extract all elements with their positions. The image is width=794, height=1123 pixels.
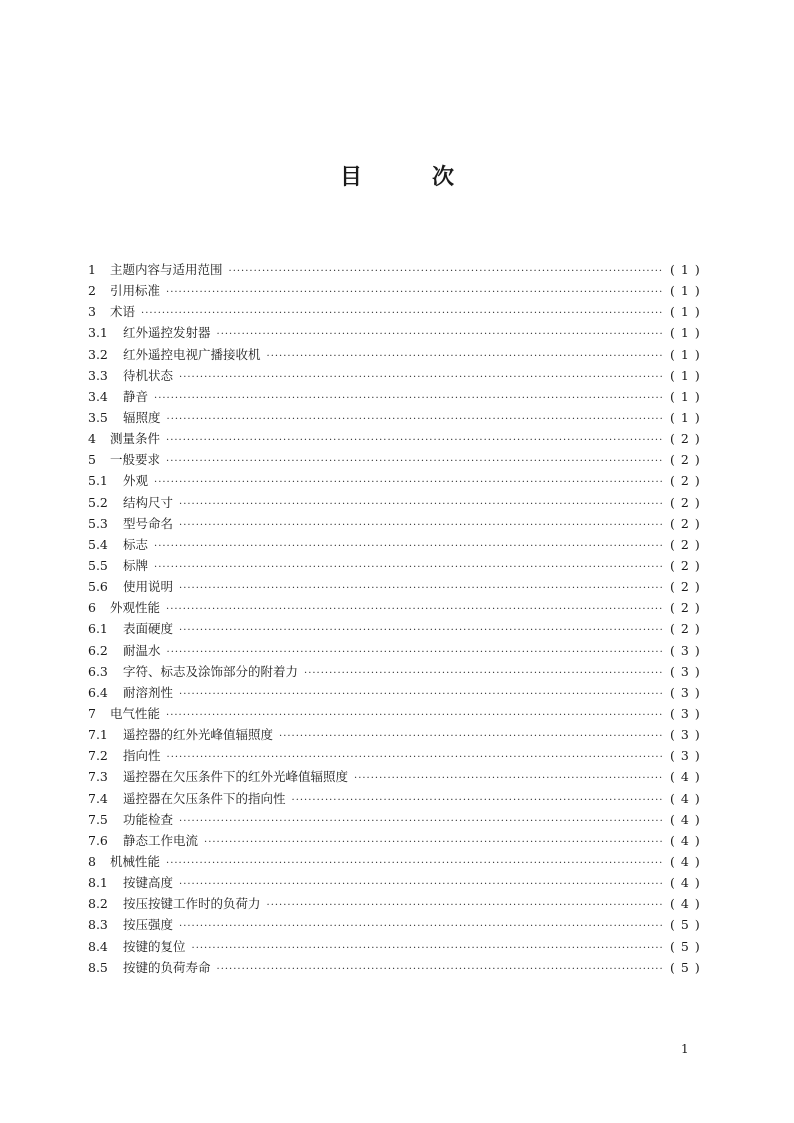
toc-entry-number: 7.6: [88, 832, 108, 848]
toc-leader-dots: [229, 266, 664, 277]
toc-entry-page: (3): [670, 684, 706, 700]
toc-entry[interactable]: [88, 619, 708, 640]
toc-entry-number: 3.5: [88, 409, 108, 425]
toc-entry-label: 型号命名: [123, 515, 174, 531]
toc-leader-dots: [166, 287, 664, 298]
toc-leader-dots: [217, 329, 664, 340]
toc-entry-page: (2): [670, 579, 706, 595]
toc-entry-label: 电气性能: [110, 705, 161, 721]
toc-leader-dots: [179, 625, 664, 636]
toc-entry-page: (5): [670, 938, 706, 954]
toc-entry-page: (4): [670, 832, 706, 848]
toc-leader-dots: [217, 964, 664, 975]
toc-leader-dots: [192, 943, 664, 954]
toc-entry-page: (2): [670, 494, 706, 510]
toc-entry-page: (3): [670, 727, 706, 743]
toc-entry-label: 红外遥控发射器: [123, 325, 211, 341]
toc-entry-label: 遥控器的红外光峰值辐照度: [123, 727, 274, 743]
toc-entry[interactable]: [88, 577, 708, 598]
toc-leader-dots: [167, 752, 664, 763]
toc-entry-label: 主题内容与适用范围: [110, 262, 223, 277]
toc-entry[interactable]: [88, 408, 708, 429]
toc-entry[interactable]: [88, 873, 708, 894]
toc-entry-label: 静音: [123, 388, 149, 404]
toc-leader-dots: [292, 795, 664, 806]
toc-leader-dots: [179, 816, 664, 827]
toc-entry-number: 6.4: [88, 684, 108, 700]
toc-entry-label: 测量条件: [110, 431, 161, 447]
toc-entry[interactable]: [88, 852, 708, 873]
toc-entry-page: (4): [670, 875, 706, 891]
toc-entry[interactable]: [88, 704, 708, 725]
toc-entry-number: 3.1: [88, 325, 108, 341]
toc-entry[interactable]: [88, 535, 708, 556]
toc-leader-dots: [167, 647, 664, 658]
toc-leader-dots: [304, 668, 664, 679]
toc-entry-page: (4): [670, 896, 706, 912]
toc-entry-label: 待机状态: [123, 367, 174, 383]
toc-entry-label: 耐溶剂性: [123, 684, 174, 700]
toc-entry-label: 按键的负荷寿命: [123, 959, 211, 975]
toc-entry-page: (2): [670, 621, 706, 637]
toc-entry-label: 指向性: [123, 748, 161, 764]
toc-entry-page: (2): [670, 600, 706, 616]
toc-leader-dots: [279, 731, 664, 742]
toc-entry-page: (2): [670, 557, 706, 573]
toc-entry[interactable]: [88, 345, 708, 366]
page-title: 目次: [339, 165, 524, 190]
toc-leader-dots: [179, 499, 664, 510]
toc-entry-number: 5.1: [88, 473, 108, 489]
toc-entry-label: 表面硬度: [123, 621, 174, 637]
toc-entry-number: 8.2: [88, 896, 108, 912]
toc-entry-label: 引用标准: [110, 283, 161, 299]
toc-entry-page: (1): [670, 325, 706, 341]
toc-entry-number: 5.6: [88, 579, 108, 595]
toc-entry[interactable]: [88, 767, 708, 788]
toc-entry-page: (4): [670, 811, 706, 827]
toc-entry-number: 8.4: [88, 938, 108, 954]
toc-entry-number: 8: [88, 853, 96, 869]
toc-entry-number: 1: [88, 262, 96, 277]
toc-entry-page: (5): [670, 917, 706, 933]
toc-entry-number: 3.3: [88, 367, 108, 383]
toc-leader-dots: [267, 351, 664, 362]
toc-entry[interactable]: [88, 514, 708, 535]
toc-entry-label: 按压按键工作时的负荷力: [123, 896, 261, 912]
toc-entry-page: (2): [670, 473, 706, 489]
toc-entry-number: 8.5: [88, 959, 108, 975]
toc-leader-dots: [154, 562, 664, 573]
toc-entry[interactable]: [88, 683, 708, 704]
toc-entry[interactable]: [88, 556, 708, 577]
toc-entry[interactable]: [88, 323, 708, 344]
toc-entry-label: 按压强度: [123, 917, 174, 933]
toc-entry[interactable]: [88, 937, 708, 958]
toc-entry-page: (1): [670, 304, 706, 320]
toc-leader-dots: [154, 541, 664, 552]
toc-entry-number: 7.3: [88, 769, 108, 785]
toc-entry-number: 6.3: [88, 663, 108, 679]
toc-entry[interactable]: [88, 894, 708, 915]
toc-entry-page: (1): [670, 262, 706, 277]
toc-entry-label: 术语: [110, 304, 136, 320]
toc-entry-number: 5.3: [88, 515, 108, 531]
toc-entry-label: 外观性能: [110, 600, 161, 616]
toc-leader-dots: [166, 710, 664, 721]
toc-entry-number: 3: [88, 304, 96, 320]
toc-leader-dots: [179, 689, 664, 700]
toc-entry[interactable]: [88, 598, 708, 619]
toc-entry-page: (4): [670, 790, 706, 806]
toc-entry-number: 6.1: [88, 621, 108, 637]
toc-entry-number: 2: [88, 283, 96, 299]
toc-leader-dots: [166, 858, 664, 869]
toc-entry-page: (2): [670, 536, 706, 552]
toc-leader-dots: [179, 921, 664, 932]
toc-entry-page: (3): [670, 705, 706, 721]
toc-entry[interactable]: [88, 281, 708, 302]
toc-entry-label: 耐温水: [123, 642, 161, 658]
toc-entry-label: 红外遥控电视广播接收机: [123, 346, 261, 362]
toc-entry-page: (4): [670, 769, 706, 785]
toc-entry[interactable]: [88, 958, 708, 979]
toc-leader-dots: [154, 393, 664, 404]
toc-entry-label: 机械性能: [110, 853, 161, 869]
toc-entry[interactable]: [88, 260, 708, 281]
table-of-contents: [88, 260, 708, 979]
toc-entry[interactable]: [88, 493, 708, 514]
toc-entry[interactable]: [88, 302, 708, 323]
toc-entry-page: (3): [670, 748, 706, 764]
toc-entry-number: 7.5: [88, 811, 108, 827]
toc-entry-page: (1): [670, 409, 706, 425]
toc-entry-number: 7: [88, 705, 96, 721]
toc-entry-label: 标志: [123, 536, 149, 552]
toc-entry[interactable]: [88, 789, 708, 810]
toc-leader-dots: [354, 773, 664, 784]
toc-leader-dots: [179, 583, 664, 594]
toc-entry[interactable]: [88, 662, 708, 683]
toc-entry[interactable]: [88, 915, 708, 936]
toc-entry-number: 6.2: [88, 642, 108, 658]
toc-entry-number: 7.2: [88, 748, 108, 764]
toc-entry-label: 遥控器在欠压条件下的红外光峰值辐照度: [123, 769, 349, 785]
toc-entry-number: 7.1: [88, 727, 108, 743]
toc-entry-page: (2): [670, 452, 706, 468]
toc-entry-page: (5): [670, 959, 706, 975]
toc-leader-dots: [154, 477, 664, 488]
toc-leader-dots: [267, 900, 664, 911]
toc-entry-number: 5: [88, 452, 96, 468]
toc-leader-dots: [179, 372, 664, 383]
toc-entry-number: 3.4: [88, 388, 108, 404]
toc-entry-label: 功能检查: [123, 811, 174, 827]
toc-entry[interactable]: [88, 746, 708, 767]
toc-entry-number: 7.4: [88, 790, 108, 806]
toc-entry-page: (3): [670, 663, 706, 679]
toc-entry-page: (1): [670, 388, 706, 404]
toc-entry-label: 遥控器在欠压条件下的指向性: [123, 790, 286, 806]
toc-leader-dots: [204, 837, 664, 848]
toc-leader-dots: [166, 435, 664, 446]
toc-entry-number: 8.3: [88, 917, 108, 933]
toc-entry[interactable]: [88, 831, 708, 852]
toc-leader-dots: [141, 308, 664, 319]
toc-entry-label: 结构尺寸: [123, 494, 174, 510]
toc-entry-label: 字符、标志及涂饰部分的附着力: [123, 663, 299, 679]
toc-entry[interactable]: [88, 810, 708, 831]
toc-leader-dots: [166, 604, 664, 615]
toc-entry-number: 5.4: [88, 536, 108, 552]
toc-leader-dots: [179, 879, 664, 890]
toc-entry[interactable]: [88, 387, 708, 408]
toc-entry-page: (2): [670, 515, 706, 531]
toc-entry[interactable]: [88, 641, 708, 662]
toc-leader-dots: [166, 456, 664, 467]
toc-entry-label: 标牌: [123, 557, 149, 573]
toc-entry-label: 辐照度: [123, 409, 161, 425]
toc-entry-page: (1): [670, 367, 706, 383]
toc-entry[interactable]: [88, 429, 708, 450]
toc-entry-label: 使用说明: [123, 579, 174, 595]
toc-entry-label: 一般要求: [110, 452, 161, 468]
toc-entry-label: 静态工作电流: [123, 832, 199, 848]
toc-entry-number: 3.2: [88, 346, 108, 362]
toc-leader-dots: [179, 520, 664, 531]
toc-entry-number: 4: [88, 431, 96, 447]
toc-entry-page: (3): [670, 642, 706, 658]
toc-entry-page: (1): [670, 283, 706, 299]
toc-leader-dots: [167, 414, 664, 425]
toc-entry[interactable]: [88, 450, 708, 471]
toc-entry[interactable]: [88, 366, 708, 387]
toc-entry-page: (2): [670, 431, 706, 447]
toc-entry-label: 外观: [123, 473, 149, 489]
page-number: 1: [681, 1042, 689, 1056]
toc-entry-number: 5.5: [88, 557, 108, 573]
toc-entry-number: 8.1: [88, 875, 108, 891]
toc-entry-label: 按键的复位: [123, 938, 186, 954]
toc-entry-page: (1): [670, 346, 706, 362]
toc-entry-label: 按键高度: [123, 875, 174, 891]
toc-entry[interactable]: [88, 471, 708, 492]
toc-entry-number: 5.2: [88, 494, 108, 510]
toc-entry-page: (4): [670, 853, 706, 869]
toc-entry-number: 6: [88, 600, 96, 616]
toc-entry[interactable]: [88, 725, 708, 746]
